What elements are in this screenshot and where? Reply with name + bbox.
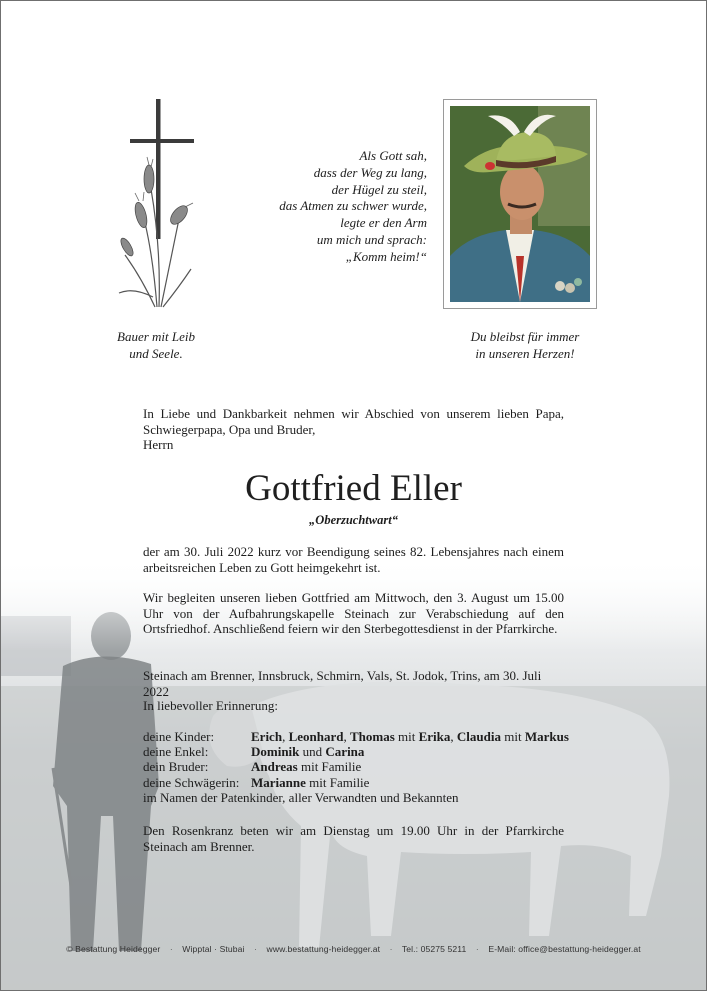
caption-left bbox=[101, 329, 211, 362]
relatives-list bbox=[143, 729, 583, 805]
cross-with-wheat-icon bbox=[113, 97, 201, 311]
verse-line: um mich und sprach: bbox=[316, 231, 427, 247]
rosary-paragraph: Den Rosenkranz beten wir am Dienstag um 19.00 Uhr in der Pfarrkirche Steinach am Brenner. bbox=[143, 823, 564, 854]
verse-line: legte er den Arm bbox=[340, 215, 427, 231]
portrait-frame bbox=[443, 99, 597, 309]
footer-website[interactable]: www.bestattung-heidegger.at bbox=[266, 944, 381, 954]
passing-paragraph: der am 30. Juli 2022 kurz vor Beendigung seines 82. Lebensjahres nach einem arbeitsreichen Leben zu Gott heimgekehrt ist. bbox=[143, 544, 564, 575]
relative-name: Thomas bbox=[349, 729, 395, 744]
caption-left-line: Bauer mit Leib bbox=[117, 329, 195, 344]
footer-separator: · bbox=[475, 944, 479, 954]
footer-phone: Tel.: 05275 5211 bbox=[401, 944, 467, 954]
caption-left-line: und Seele. bbox=[129, 345, 183, 361]
relative-name: Marianne bbox=[251, 774, 306, 790]
relative-name: Carina bbox=[325, 744, 365, 760]
intro-text: In Liebe und Dankbarkeit nehmen wir Abschied von unserem lieben Papa, Schwiegerpapa, Opa und Bruder, bbox=[143, 406, 564, 437]
relative-name: Erika bbox=[418, 729, 451, 744]
relatives-names: Dominik und Carina bbox=[251, 744, 365, 760]
relative-name: Markus bbox=[524, 729, 569, 744]
relative-name: Andreas bbox=[251, 759, 298, 775]
verse-line: dass der Weg zu lang, bbox=[313, 164, 427, 180]
footer-copyright: © Bestattung Heidegger bbox=[66, 944, 161, 954]
caption-right-line: Du bleibst für immer bbox=[470, 329, 580, 344]
footer-email[interactable]: E-Mail: office@bestattung-heidegger.at bbox=[488, 944, 641, 954]
footer-separator: · bbox=[254, 944, 258, 954]
relatives-label: deine Kinder: bbox=[143, 729, 215, 744]
footer bbox=[1, 944, 706, 954]
relative-name: Leonhard bbox=[288, 729, 344, 744]
relatives-row-children bbox=[143, 729, 583, 744]
relatives-names: Erich, Leonhard, Thomas mit Erika, Claudia mit Markus bbox=[251, 729, 569, 744]
relative-name: Claudia bbox=[456, 729, 501, 744]
deceased-nickname: „Oberzuchtwart“ bbox=[309, 513, 398, 527]
relatives-names: Marianne mit Familie bbox=[251, 774, 370, 790]
relatives-row-grandchildren bbox=[143, 744, 583, 759]
verse-line: „Komm heim!“ bbox=[345, 248, 427, 264]
verse bbox=[239, 148, 427, 266]
relatives-row-sister-in-law bbox=[143, 775, 583, 790]
relatives-names: Andreas mit Familie bbox=[251, 759, 362, 775]
caption-right-line: in unseren Herzen! bbox=[475, 345, 575, 361]
verse-line: das Atmen zu schwer wurde, bbox=[279, 198, 427, 214]
deceased-name: Gottfried Eller bbox=[245, 468, 462, 509]
remembrance-line: In liebevoller Erinnerung: bbox=[143, 698, 279, 713]
intro-salutation: Herrn bbox=[143, 437, 174, 453]
verse-line: der Hügel zu steil, bbox=[331, 181, 427, 197]
footer-region: Wipptal · Stubai bbox=[182, 944, 245, 954]
relative-name: Dominik bbox=[251, 744, 300, 760]
relative-name: Erich bbox=[251, 729, 283, 744]
funeral-paragraph: Wir begleiten unseren lieben Gottfried am Mittwoch, den 3. August um 15.00 Uhr von der Aufbahrungskapelle Steinach zur Verabschiedung auf den Ortsfriedhof. Anschließend feiern wir den Sterbegottesdienst in der Pfarrkirche. bbox=[143, 590, 564, 637]
relatives-label: deine Schwägerin: bbox=[143, 774, 240, 790]
caption-right bbox=[456, 329, 594, 362]
relatives-label: deine Enkel: bbox=[143, 744, 209, 760]
relatives-row-brother bbox=[143, 759, 583, 774]
portrait-photo bbox=[450, 106, 590, 302]
place-date-line: Steinach am Brenner, Innsbruck, Schmirn, Vals, St. Jodok, Trins, am 30. Juli 2022 bbox=[143, 668, 542, 699]
footer-separator: · bbox=[389, 944, 393, 954]
relatives-others: im Namen der Patenkinder, aller Verwandten und Bekannten bbox=[143, 789, 459, 805]
verse-line: Als Gott sah, bbox=[359, 148, 427, 163]
footer-separator: · bbox=[169, 944, 173, 954]
relatives-label: dein Bruder: bbox=[143, 759, 209, 775]
intro-block bbox=[143, 406, 564, 453]
